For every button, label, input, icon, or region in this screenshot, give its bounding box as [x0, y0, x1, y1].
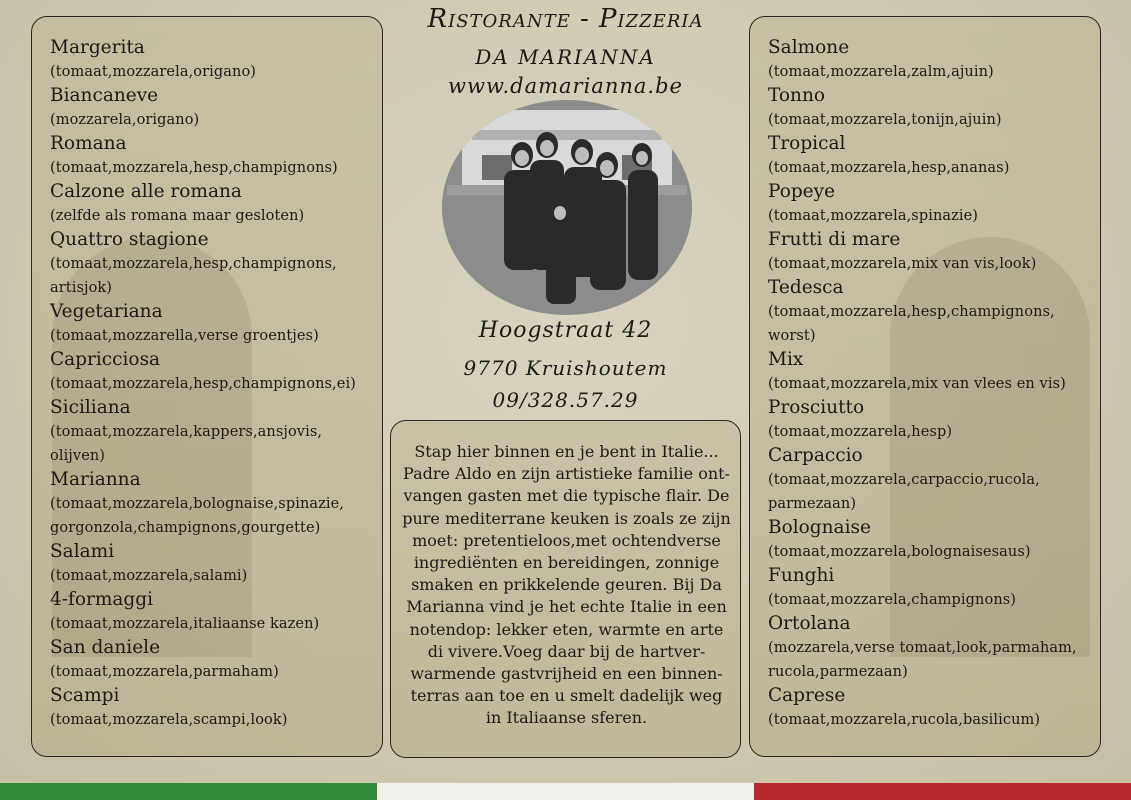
family-photo-illustration — [442, 100, 692, 315]
item-desc: (tomaat,mozzarela,tonijn,ajuin) — [768, 112, 1002, 128]
item-name: Prosciutto — [768, 397, 865, 418]
menu-item — [50, 300, 372, 348]
item-name: Margerita — [50, 37, 145, 58]
item-desc: (tomaat,mozzarela,kappers,ansjovis, olijven) — [50, 424, 323, 464]
address-city: 9770 Kruishoutem — [463, 356, 668, 380]
item-name: Salami — [50, 541, 115, 562]
menu-item — [768, 132, 1090, 180]
right-menu-panel — [749, 16, 1101, 757]
item-name: Vegetariana — [50, 301, 163, 322]
menu-item — [768, 444, 1090, 516]
left-menu-list — [50, 36, 372, 732]
item-name: Scampi — [50, 685, 120, 706]
menu-item — [50, 468, 372, 540]
address-street: Hoogstraat 42 — [478, 318, 653, 343]
item-desc: (tomaat,mozzarella,verse groentjes) — [50, 328, 319, 344]
item-desc: (tomaat,mozzarela,hesp,champignons,ei) — [50, 376, 356, 392]
menu-item — [50, 36, 372, 84]
menu-item — [768, 348, 1090, 396]
menu-item — [50, 84, 372, 132]
item-desc: (tomaat,mozzarela,mix van vlees en vis) — [768, 376, 1066, 392]
menu-item — [768, 84, 1090, 132]
item-desc: (tomaat,mozzarela,scampi,look) — [50, 712, 288, 728]
item-desc: (mozzarela,verse tomaat,look,parmaham, rucola,parmezaan) — [768, 640, 1077, 680]
item-desc: (tomaat,mozzarela,hesp,champignons, worst) — [768, 304, 1055, 344]
item-name: Biancaneve — [50, 85, 159, 106]
item-name: Funghi — [768, 565, 835, 586]
menu-item — [768, 612, 1090, 684]
intro-panel — [390, 420, 741, 758]
menu-item — [768, 180, 1090, 228]
menu-item — [50, 684, 372, 732]
flag-green — [0, 783, 377, 800]
item-desc: (tomaat,mozzarela,salami) — [50, 568, 248, 584]
menu-item — [768, 396, 1090, 444]
intro-text: Stap hier binnen en je bent in Italie... Padre Aldo en zijn artistieke familie ont-vangen gasten met die typische flair. De pure mediterrane keuken is zoals ze zijn moet: pretentieloos,met ochtendverse ingrediënten en bereidingen, zonnige smaken en prikkelende geuren. Bij Da Marianna vind je het echte Italie in een notendop: lekker eten, warmte en arte di vivere.Voeg daar bij de hartver-warmende gastvrijheid en een binnen-terras aan toe en u smelt dadelijk weg in Italiaanse sferen. — [402, 442, 731, 728]
italian-flag-stripe — [0, 783, 1131, 800]
restaurant-title: Ristorante - Pizzeria — [427, 4, 704, 34]
item-name: 4-formaggi — [50, 589, 154, 610]
left-menu-panel — [31, 16, 383, 757]
flag-white — [377, 783, 754, 800]
item-name: Caprese — [768, 685, 846, 706]
item-desc: (tomaat,mozzarela,rucola,basilicum) — [768, 712, 1041, 728]
menu-item — [50, 228, 372, 300]
item-desc: (tomaat,mozzarela,mix van vis,look) — [768, 256, 1037, 272]
item-desc: (tomaat,mozzarela,hesp,ananas) — [768, 160, 1010, 176]
restaurant-subtitle: DA MARIANNA — [475, 45, 656, 69]
menu-item — [50, 396, 372, 468]
menu-item — [768, 564, 1090, 612]
item-name: Mix — [768, 349, 804, 370]
item-name: Quattro stagione — [50, 229, 209, 250]
item-desc: (tomaat,mozzarela,hesp) — [768, 424, 953, 440]
item-desc: (tomaat,mozzarela,origano) — [50, 64, 257, 80]
phone-number[interactable]: 09/328.57.29 — [492, 388, 639, 412]
website-link[interactable]: www.damarianna.be — [448, 74, 683, 98]
item-name: Romana — [50, 133, 127, 154]
item-desc: (zelfde als romana maar gesloten) — [50, 208, 305, 224]
menu-item — [768, 228, 1090, 276]
item-name: Marianna — [50, 469, 141, 490]
item-desc: (tomaat,mozzarela,bolognaisesaus) — [768, 544, 1031, 560]
item-desc: (tomaat,mozzarela,carpaccio,rucola, parmezaan) — [768, 472, 1040, 512]
item-name: Capricciosa — [50, 349, 161, 370]
menu-item — [50, 540, 372, 588]
item-name: Tedesca — [768, 277, 844, 298]
menu-item — [768, 36, 1090, 84]
menu-item — [768, 516, 1090, 564]
item-name: Calzone alle romana — [50, 181, 242, 202]
menu-item — [50, 636, 372, 684]
item-name: Salmone — [768, 37, 850, 58]
item-name: San daniele — [50, 637, 161, 658]
menu-item — [768, 276, 1090, 348]
menu-item — [50, 348, 372, 396]
item-name: Siciliana — [50, 397, 131, 418]
menu-item — [50, 132, 372, 180]
item-desc: (tomaat,mozzarela,champignons) — [768, 592, 1017, 608]
item-desc: (tomaat,mozzarela,spinazie) — [768, 208, 979, 224]
item-desc: (tomaat,mozzarela,italiaanse kazen) — [50, 616, 320, 632]
item-desc: (tomaat,mozzarela,hesp,champignons) — [50, 160, 338, 176]
right-menu-list — [768, 36, 1090, 732]
item-name: Tropical — [768, 133, 846, 154]
item-name: Popeye — [768, 181, 836, 202]
item-desc: (mozzarela,origano) — [50, 112, 200, 128]
family-photo — [442, 100, 692, 315]
item-desc: (tomaat,mozzarela,zalm,ajuin) — [768, 64, 994, 80]
item-desc: (tomaat,mozzarela,parmaham) — [50, 664, 279, 680]
item-desc: (tomaat,mozzarela,bolognaise,spinazie, gorgonzola,champignons,gourgette) — [50, 496, 345, 536]
item-name: Tonno — [768, 85, 826, 106]
menu-item — [768, 684, 1090, 732]
menu-item — [50, 180, 372, 228]
item-name: Carpaccio — [768, 445, 863, 466]
item-name: Frutti di mare — [768, 229, 901, 250]
menu-item — [50, 588, 372, 636]
item-name: Ortolana — [768, 613, 851, 634]
item-desc: (tomaat,mozzarela,hesp,champignons, artisjok) — [50, 256, 337, 296]
item-name: Bolognaise — [768, 517, 871, 538]
flag-red — [754, 783, 1131, 800]
